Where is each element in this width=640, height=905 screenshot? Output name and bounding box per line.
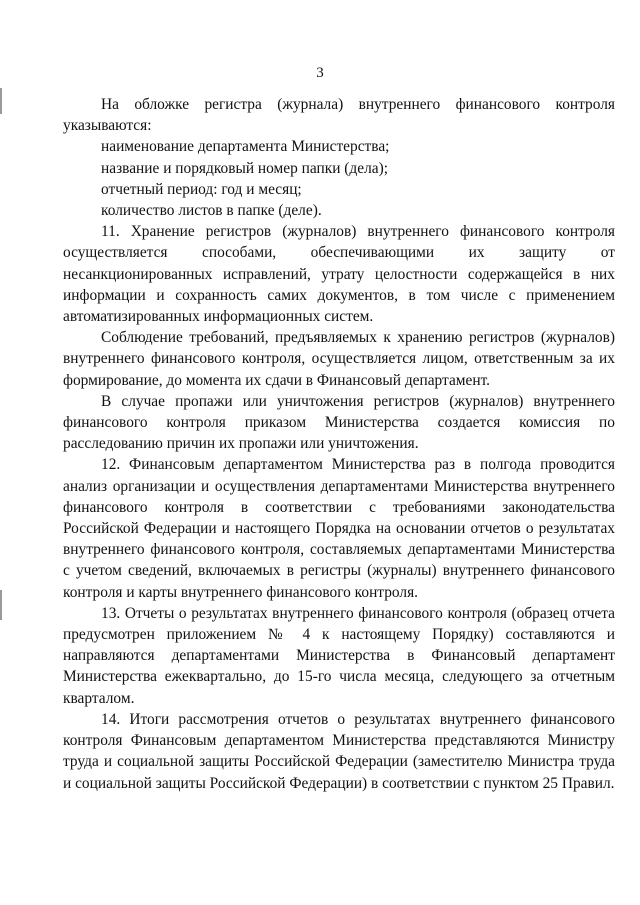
list-item: количество листов в папке (деле). <box>101 202 322 220</box>
document-body <box>63 94 615 794</box>
scan-edge-mark <box>0 88 2 114</box>
paragraph-storage-requirements: Соблюдение требований, предъявляемых к хранению регистров (журналов) внутреннего финансового контроля, осуществляется лицом, ответственным за их формирование, до момента их сдачи в Финансовый департамент. <box>63 329 615 389</box>
list-item: наименование департамента Министерства; <box>101 138 390 156</box>
page-number: 3 <box>316 65 324 81</box>
scan-edge-mark <box>0 590 2 620</box>
paragraph-loss-commission: В случае пропажи или уничтожения регистров (журналов) внутреннего финансового контроля приказом Министерства создается комиссия по расследованию причин их пропажи или уничтожения. <box>63 392 615 453</box>
paragraph-13: 13. Отчеты о результатах внутреннего финансового контроля (образец отчета предусмотрен приложением № 4 к настоящему Порядку) составляются и направляются департаментами Министерства в Финансовый департамент Министерства ежеквартально, до 15-го числа месяца, следующего за отчетным кварталом. <box>63 604 615 707</box>
paragraph-14: 14. Итоги рассмотрения отчетов о результатах внутреннего финансового контроля Финансовым департаментом Министерства представляются Министру труда и социальной защиты Российской Федерации (заместителю Министра труда и социальной защиты Российской Федерации) в соответствии с пунктом 25 Правил. <box>63 710 615 792</box>
paragraph-12: 12. Финансовым департаментом Министерства раз в полгода проводится анализ организации и осуществления департаментами Министерства внутреннего финансового контроля в соответствии с требованиями законодательства Российской Федерации и настоящего Порядка на основании отчетов о результатах внутреннего финансового контроля, составляемых департаментами Министерства с учетом сведений, включаемых в регистры (журналы) внутреннего финансового контроля и карты внутреннего финансового контроля. <box>63 456 615 601</box>
paragraph-cover-intro: На обложке регистра (журнала) внутреннего финансового контроля указываются: <box>63 96 615 135</box>
list-item: название и порядковый номер папки (дела); <box>101 159 389 177</box>
list-item: отчетный период: год и месяц; <box>101 180 302 198</box>
paragraph-11: 11. Хранение регистров (журналов) внутреннего финансового контроля осуществляется способами, обеспечивающими их защиту от несанкционированных исправлений, утрату целостности содержащейся в них информации и сохранность самих документов, в том числе с применением автоматизированных информационных систем. <box>63 223 615 326</box>
